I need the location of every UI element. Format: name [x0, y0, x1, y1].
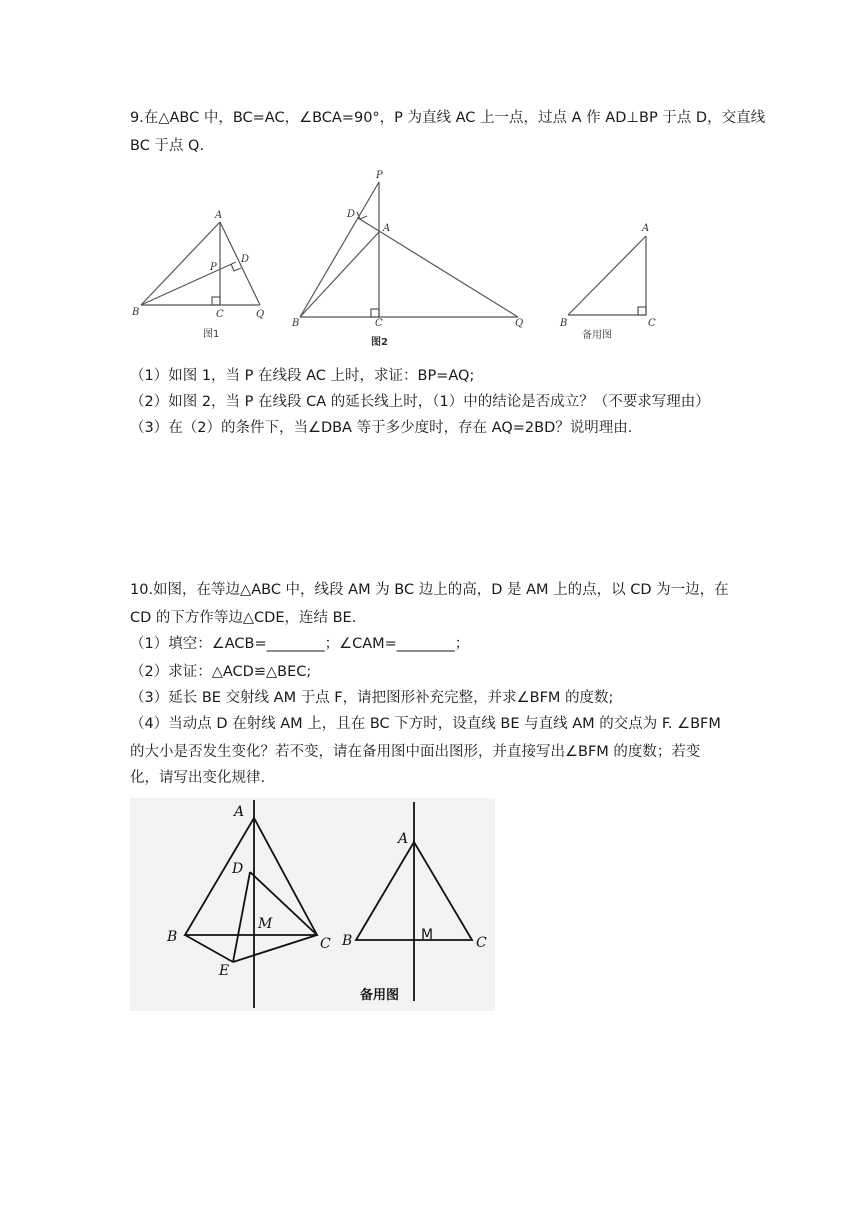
fig1-label-p: P [210, 262, 217, 273]
fig2-caption: 图2 [371, 337, 388, 348]
fig2-label-q: Q [515, 318, 524, 329]
q10-spare-label-b: B [342, 933, 353, 949]
q10-part-4-line3: 化，请写出变化规律. [130, 770, 266, 786]
fig1-label-q: Q [256, 309, 265, 320]
q10-label-a: A [234, 804, 245, 820]
fig3-label-b: B [560, 318, 568, 329]
q9-figures [125, 160, 685, 360]
fig2-label-b: B [292, 318, 300, 329]
q10-stem-line1: 10.如图，在等边△ABC 中，线段 AM 为 BC 边上的高，D 是 AM 上的点，以 CD 为一边，在 [130, 582, 729, 598]
q9-part-1: （1）如图 1，当 P 在线段 AC 上时，求证：BP=AQ; [130, 368, 475, 384]
q10-spare-label-m: M [421, 927, 434, 943]
q9-stem-line2: BC 于点 Q. [130, 138, 205, 154]
q10-label-c: C [320, 936, 331, 952]
fig1-label-d: D [241, 254, 250, 265]
q10-figures [130, 798, 495, 1011]
q10-figure-spare [356, 802, 472, 1001]
fig2-label-d: D [347, 209, 356, 220]
fig1-label-a: A [215, 210, 223, 221]
fig1-label-c: C [216, 309, 224, 320]
fig1-caption: 图1 [203, 329, 220, 340]
q10-spare-label-a: A [398, 831, 409, 847]
q10-spare-caption: 备用图 [360, 988, 400, 1003]
q10-label-b: B [167, 929, 178, 945]
q10-stem-line2: CD 的下方作等边△CDE，连结 BE. [130, 610, 357, 626]
fig1-label-b: B [132, 307, 140, 318]
fig2-label-a: A [383, 223, 391, 234]
q10-part-2: （2）求证：△ACD≌△BEC; [130, 664, 312, 680]
q10-part-1: （1）填空：∠ACB=________；∠CAM=________； [130, 636, 470, 652]
q10-label-e: E [219, 963, 230, 979]
q10-part-4-line1: （4）当动点 D 在射线 AM 上，且在 BC 下方时，设直线 BE 与直线 AM 的交点为 F. ∠BFM [130, 716, 721, 732]
fig3-caption: 备用图 [582, 330, 612, 341]
fig3-label-a: A [642, 223, 650, 234]
q10-label-d: D [232, 861, 244, 877]
q9-figure-2 [300, 182, 518, 317]
q9-stem-line1: 9.在△ABC 中，BC=AC，∠BCA=90°，P 为直线 AC 上一点，过点 A 作 AD⊥BP 于点 D，交直线 [130, 110, 766, 126]
q10-part-3: （3）延长 BE 交射线 AM 于点 F，请把图形补充完整，并求∠BFM 的度数; [130, 690, 614, 706]
q10-figure-main [185, 800, 317, 1008]
q10-spare-label-c: C [476, 935, 487, 951]
q9-part-3: （3）在（2）的条件下，当∠DBA 等于多少度时，存在 AQ=2BD？说明理由. [130, 420, 633, 436]
fig2-label-c: C [375, 318, 383, 329]
fig3-label-c: C [648, 318, 656, 329]
q10-label-m: M [258, 916, 273, 932]
q9-part-2: （2）如图 2，当 P 在线段 CA 的延长线上时，（1）中的结论是否成立？（不要求写理由） [130, 394, 710, 410]
q10-part-4-line2: 的大小是否发生变化？若不变，请在备用图中面出图形，并直接写出∠BFM 的度数；若变 [130, 744, 701, 760]
fig2-label-p: P [376, 170, 383, 181]
q9-figure-3 [568, 236, 646, 315]
